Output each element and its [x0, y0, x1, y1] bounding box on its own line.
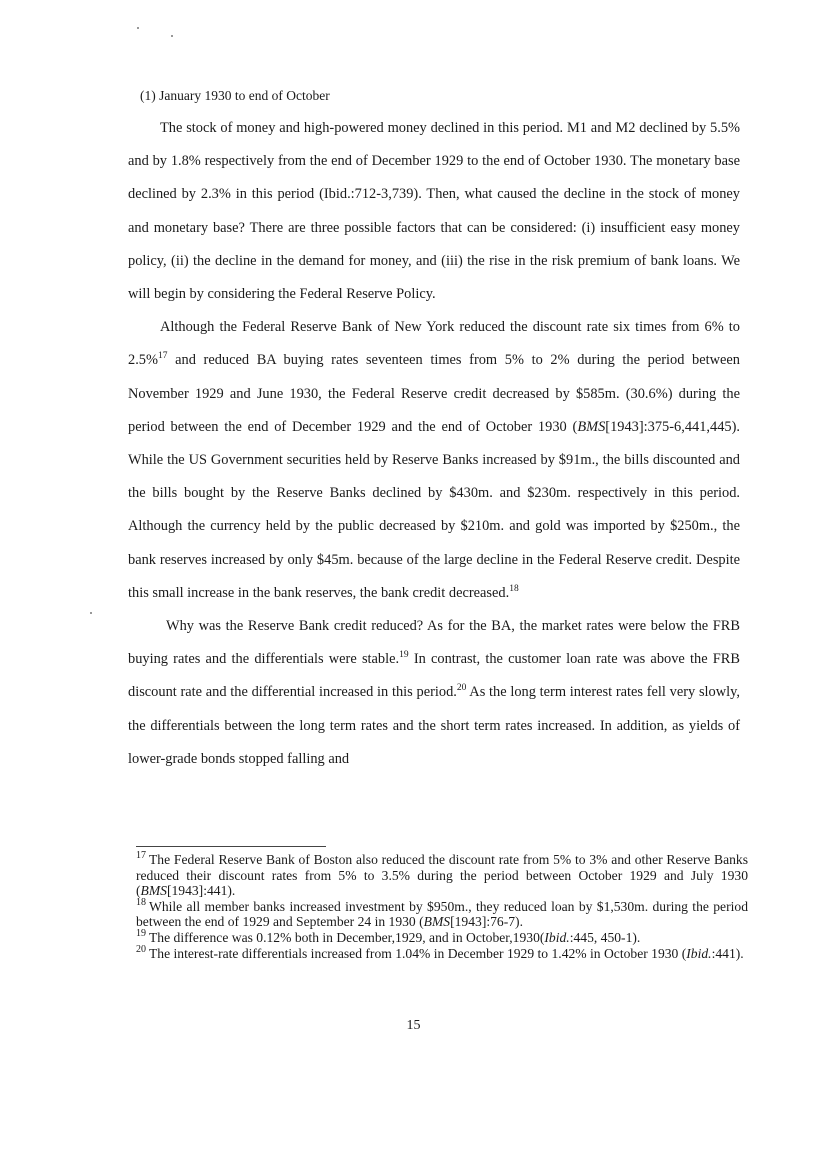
- scan-speck: [90, 612, 92, 614]
- footnote-ref: 20: [456, 683, 467, 694]
- footnote-number: 18: [136, 897, 146, 909]
- citation: BMS: [140, 883, 167, 899]
- section-heading: (1) January 1930 to end of October: [140, 88, 330, 103]
- citation: Ibid.: [686, 945, 712, 961]
- footnote-number: 19: [136, 928, 146, 940]
- footnote-text: The Federal Reserve Bank of Boston also reduced the discount rate from 5% to 3% and other Reserve Banks reduced their discount rates from 5% to 3.5% during the period between October 1929 and July 1930 (: [136, 852, 748, 899]
- footnote-text: The interest-rate differentials increased from 1.04% in December 1929 to 1.42% in October 1930 (: [149, 945, 687, 961]
- footnotes: [136, 852, 748, 961]
- paragraph-text: Why was the Reserve Bank credit reduced? As for the BA, the market rates were below the FRB buying rates and the differentials were stable.: [128, 618, 740, 668]
- paragraph-text: The stock of money and high-powered money declined in this period. M1 and M2 declined by 5.5% and by 1.8% respectively from the end of December 1929 to the end of October 1930. The monetary base declined by 2.3% in this period (Ibid.:712-3,739). Then, what caused the decline in the stock of money and monetary base? There are three possible factors that can be considered: (i) insufficient easy money policy, (ii) the decline in the demand for money, and (iii) the rise in the risk premium of bank loans. We will begin by considering the Federal Reserve Policy.: [128, 120, 740, 303]
- citation: BMS: [423, 914, 451, 930]
- footnote-17: [136, 852, 748, 899]
- paragraph-text: In contrast, the customer loan rate was above the FRB discount rate and the differential increased in this period.: [128, 651, 740, 701]
- footnote-ref: 17: [157, 351, 168, 362]
- paragraph-2: [128, 311, 740, 610]
- body-text: [128, 112, 740, 776]
- paragraph-3: [128, 610, 740, 776]
- footnote-number: 20: [136, 944, 146, 956]
- scan-speck: [171, 35, 173, 37]
- footnote-text: [1943]:441).: [166, 883, 236, 899]
- paragraph-text: As the long term interest rates fell very slowly, the differentials between the long term rates and the short term rates increased. In addition, as yields of lower-grade bonds stopped falling and: [128, 684, 740, 767]
- footnote-text: [1943]:76-7).: [450, 914, 523, 930]
- footnote-ref: 18: [509, 584, 519, 595]
- footnote-20: [136, 946, 748, 962]
- scan-speck: [137, 27, 139, 29]
- paragraph-text: [1943]:375-6,441,445). While the US Government securities held by Reserve Banks increased by $91m., the bills discounted and the bills bought by the Reserve Banks declined by $430m. and $230m. respectively in this period. Although the currency held by the public decreased by $210m. and gold was imported by $250m., the bank reserves increased by only $45m. because of the large decline in the Federal Reserve credit. Despite this small increase in the bank reserves, the bank credit decreased.: [128, 418, 740, 601]
- footnote-18: [136, 899, 748, 930]
- citation: BMS: [577, 418, 606, 435]
- footnote-text: While all member banks increased investment by $950m., they reduced loan by $1,530m. during the period between the end of 1929 and September 24 in 1930 (: [136, 898, 748, 930]
- paragraph-text: and reduced BA buying rates seventeen times from 5% to 2% during the period between November 1929 and June 1930, the Federal Reserve credit decreased by $585m. (30.6%) during the period between the end of December 1929 and the end of October 1930 (: [128, 352, 740, 435]
- footnote-text: The difference was 0.12% both in December,1929, and in October,1930(: [149, 929, 545, 945]
- citation: Ibid.: [544, 929, 570, 945]
- page-number: 15: [406, 1018, 421, 1033]
- paragraph-text: Although the Federal Reserve Bank of New York reduced the discount rate six times from 6% to 2.5%: [128, 319, 740, 369]
- footnote-19: [136, 930, 748, 946]
- paragraph-1: [128, 112, 740, 311]
- footnote-ref: 19: [399, 650, 409, 661]
- footnote-text: :445, 450-1).: [569, 929, 641, 945]
- footnote-number: 17: [136, 850, 146, 862]
- footnote-divider: [136, 846, 326, 847]
- footnote-text: :441).: [711, 945, 744, 961]
